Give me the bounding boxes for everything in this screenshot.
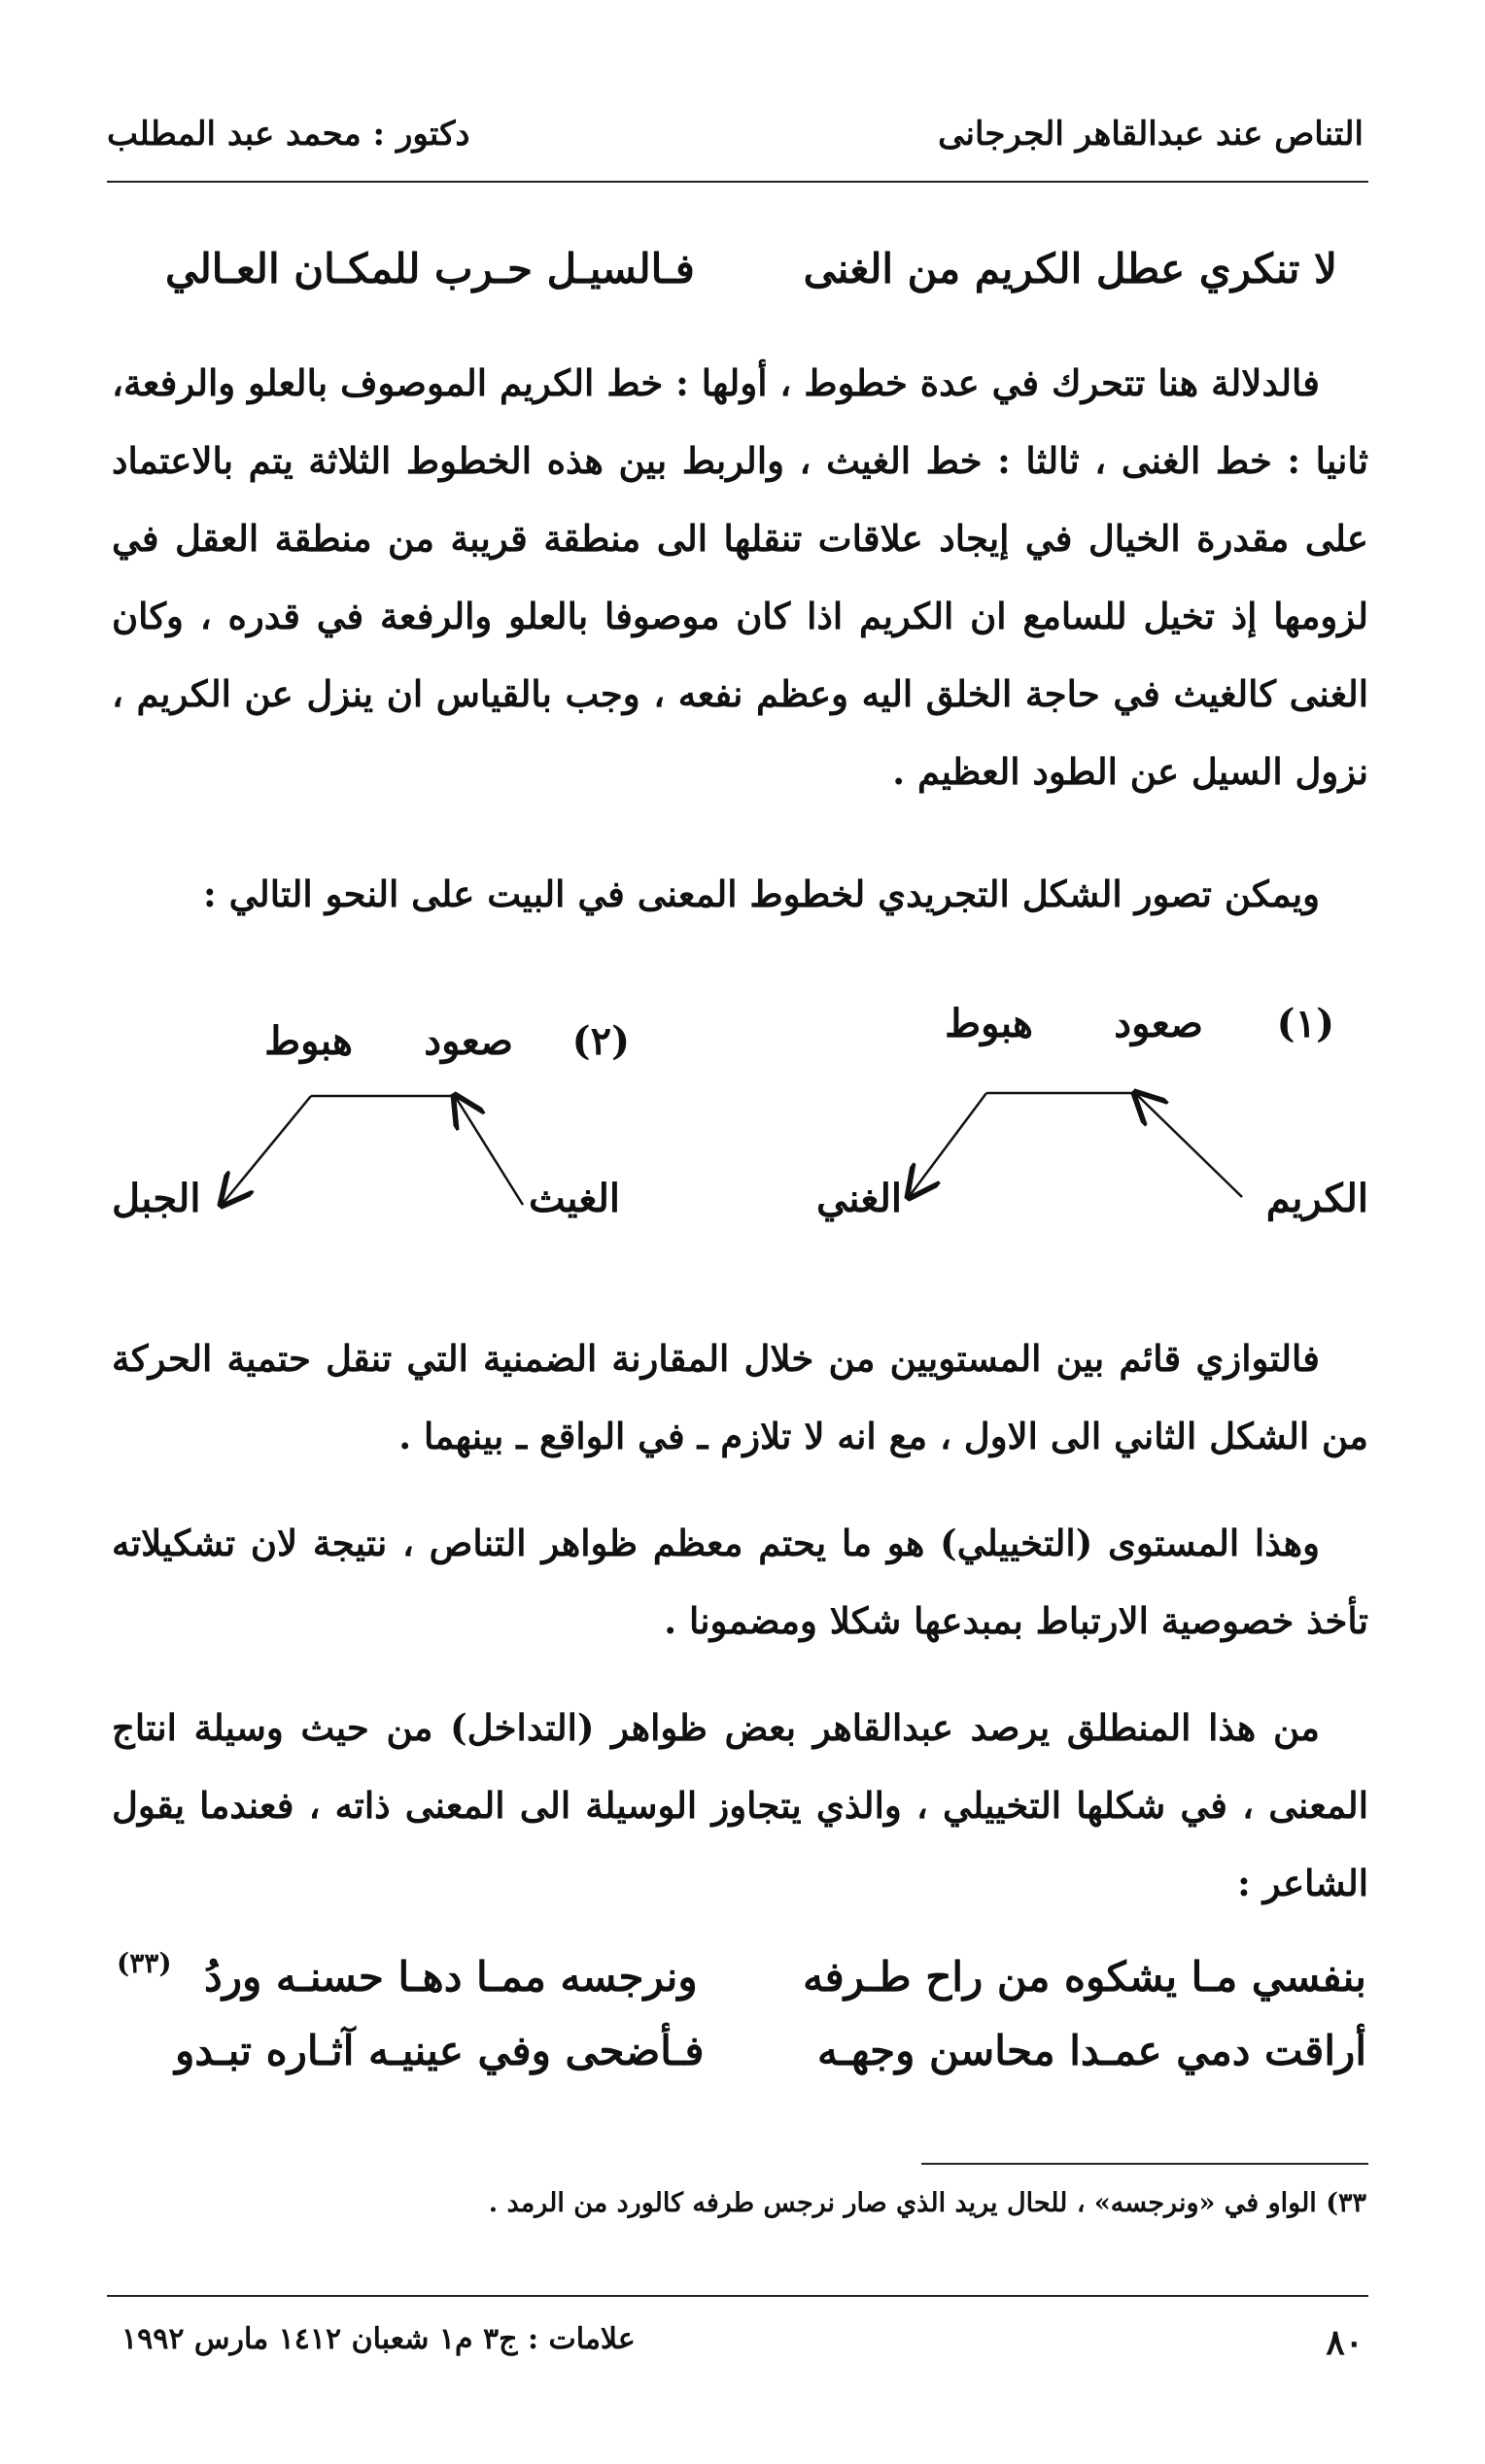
verse-line1-hemistich-1: بنفسي مـا يشكوه من راح طـرفه: [803, 1953, 1366, 2001]
fig1-number: (١): [1276, 1001, 1334, 1046]
fig1-left-label: الغني: [815, 1176, 902, 1221]
fig1-rising-line: [1135, 1093, 1242, 1197]
paragraph-3: فالتوازي قائم بين المستويين من خلال المقارنة الضمنية التي تنقل حتمية الحركة من الشكل الثاني الى الاول ، مع انه لا تلازم ـ في الواقع ـ بينهما .: [112, 1337, 1368, 1457]
paragraph-5: من هذا المنطلق يرصد عبدالقاهر بعض ظواهر (التداخل) من حيث وسيلة انتاج المعنى ، في شكلها التخييلي ، والذي يتجاوز الوسيلة الى المعنى ذاته ، فعندما يقول الشاعر :: [112, 1706, 1368, 1904]
paragraph-4: وهذا المستوى (التخييلي) هو ما يحتم معظم ظواهر التناص ، نتيجة لان تشكيلاته تأخذ خصوصية الارتباط بمبدعها شكلا ومضمونا .: [112, 1522, 1368, 1642]
fig1-up-label: صعود: [1114, 1001, 1203, 1046]
page-number: ٨٠: [1326, 2322, 1364, 2363]
verse-hemistich-2: فـالسيـل حـرب للمكـان العـالي: [165, 245, 695, 292]
paragraph-2: ويمكن تصور الشكل التجريدي لخطوط المعنى في البيت على النحو التالي :: [203, 873, 1320, 915]
diagram-figure-1: [909, 1093, 1242, 1197]
footnote-reference: (٣٣): [117, 1947, 172, 1979]
footnote-rule: [921, 2163, 1368, 2165]
author-name: دكتور : محمد عبد المطلب: [107, 115, 470, 154]
fig1-falling-line: [909, 1093, 986, 1197]
diagram-figure-2: [222, 1096, 523, 1205]
fig2-up-label: صعود: [424, 1018, 513, 1064]
footnote-text: ٣٣) الواو في «ونرجسه» ، للحال يريد الذي صار نرجس طرفه كالورد من الرمد .: [488, 2188, 1366, 2218]
running-title: التناص عند عبدالقاهر الجرجانى: [938, 115, 1364, 154]
verse-line2-hemistich-1: أراقت دمي عمـدا محاسن وجهـه: [817, 2027, 1366, 2074]
verse-line2-hemistich-2: فـأضحى وفي عينيـه آثـاره تبـدو: [175, 2027, 705, 2074]
paragraph-1: فالدلالة هنا تتحرك في عدة خطوط ، أولها : خط الكريم الموصوف بالعلو والرفعة، ثانيا : خط الغنى ، ثالثا : خط الغيث ، والربط بين هذه الخطوط الثلاثة يتم بالاعتماد على مقدرة الخيال في إيجاد علاقات تنقلها الى منطقة قريبة من منطقة العقل في لزومها إذ تخيل للسامع ان الكريم اذا كان موصوفا بالعلو والرفعة في قدره ، وكان الغنى كالغيث في حاجة الخلق اليه وعظم نفعه ، وجب بالقياس ان ينزل عن الكريم ، نزول السيل عن الطود العظيم .: [112, 361, 1368, 793]
fig1-right-label: الكريم: [1265, 1176, 1368, 1221]
verse-line1-hemistich-2: ونرجسه ممـا دهـا حسنـه وردُ: [204, 1953, 698, 2001]
fig2-right-label: الغيث: [529, 1176, 620, 1221]
journal-citation: علامات : ج٣ م١ شعبان ١٤١٢ مارس ١٩٩٢: [121, 2322, 636, 2356]
fig2-rising-line: [455, 1096, 523, 1205]
fig2-left-label: الجبل: [112, 1176, 201, 1221]
footer-rule: [107, 2295, 1368, 2297]
fig2-down-label: هبوط: [264, 1018, 353, 1064]
verse-hemistich-1: لا تنكري عطل الكريم من الغنى: [803, 245, 1337, 292]
fig2-number: (٢): [571, 1018, 630, 1064]
fig1-down-label: هبوط: [945, 1001, 1033, 1046]
fig2-falling-line: [222, 1096, 311, 1205]
